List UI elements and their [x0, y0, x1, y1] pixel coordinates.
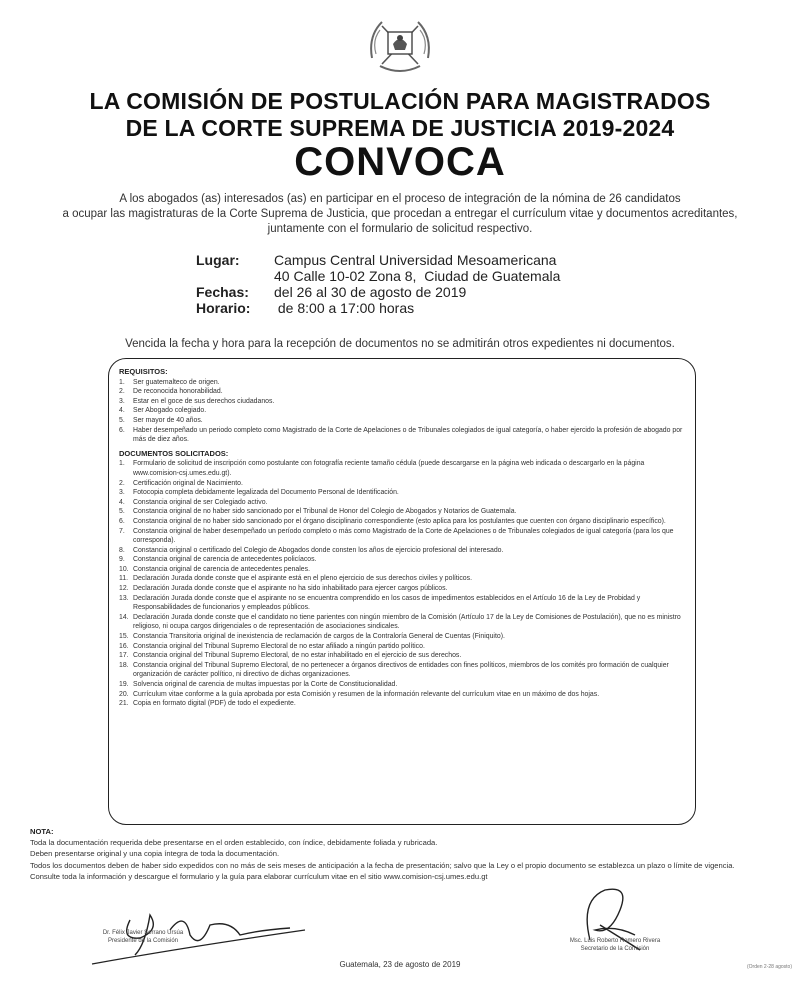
requisitos-title: REQUISITOS: — [119, 367, 168, 376]
item-text: Constancia original de carencia de antecedentes policíacos. — [133, 556, 317, 564]
item-text: Constancia original o certificado del Colegio de Abogados donde consten los años de ejercicio profesional del interesado. — [133, 546, 504, 554]
signature-left-caption — [88, 930, 198, 945]
nota-line: Toda la documentación requerida debe presentarse en el orden establecido, con índice, debidamente foliada y rubricada. — [30, 838, 438, 848]
list-item — [119, 555, 685, 565]
item-number: 7. — [119, 527, 125, 535]
item-number: 4. — [119, 407, 125, 415]
info-row-horario — [196, 300, 560, 316]
list-item — [119, 565, 685, 575]
requirements-box — [108, 358, 696, 825]
list-item — [119, 498, 685, 508]
item-number: 1. — [119, 460, 125, 468]
info-row-lugar — [196, 252, 560, 268]
info-label: Fechas: — [196, 284, 249, 300]
item-text: Declaración Jurada donde conste que el aspirante no ha sido inhabilitado para ejercer cargos públicos. — [133, 585, 448, 593]
item-number: 11. — [119, 575, 129, 583]
item-number: 6. — [119, 426, 125, 434]
item-text: Constancia original del Tribunal Supremo Electoral, de no estar inhabilitado en el ejercicio de sus derechos. — [133, 652, 462, 660]
info-value: Campus Central Universidad Mesoamericana — [274, 252, 557, 268]
documentos-title: DOCUMENTOS SOLICITADOS: — [119, 448, 229, 458]
item-number: 4. — [119, 498, 125, 506]
item-number: 17. — [119, 652, 129, 660]
nota-title: NOTA: — [30, 827, 54, 836]
nota-line: Deben presentarse original y una copia íntegra de toda la documentación. — [30, 849, 280, 859]
item-number: 1. — [119, 378, 125, 386]
list-item — [119, 527, 685, 546]
item-number: 3. — [119, 489, 125, 497]
header-convoca: CONVOCA — [294, 140, 506, 184]
list-item — [119, 426, 685, 445]
info-row-address — [196, 268, 560, 284]
signatory-name: Dr. Félix Javier Serrano Ursúa — [102, 930, 184, 936]
list-item — [119, 690, 685, 700]
info-label: Lugar: — [196, 252, 240, 268]
item-text: Declaración Jurada donde conste que el aspirante está en el pleno ejercicio de sus derechos civiles y políticos. — [133, 575, 472, 583]
item-number: 14. — [119, 613, 129, 621]
item-text: Formulario de solicitud de inscripción como postulante con fotografía reciente tamaño cédula (puede descargarse en la página web indicada o descargarlo en la página www.comision-csj.umes.edu.gt). — [133, 460, 645, 477]
list-item — [119, 632, 685, 642]
list-item — [119, 387, 685, 397]
item-text: Ser Abogado colegiado. — [133, 407, 207, 415]
nota-section — [30, 826, 790, 882]
info-value: de 8:00 a 17:00 horas — [274, 300, 415, 316]
item-number: 6. — [119, 517, 125, 525]
item-text: Constancia original de ser Colegiado activo. — [133, 498, 268, 506]
list-item — [119, 680, 685, 690]
item-text: Estar en el goce de sus derechos ciudadanos. — [133, 397, 275, 405]
requisitos-list — [119, 378, 685, 445]
item-number: 13. — [119, 594, 129, 602]
place-date: Guatemala, 23 de agosto de 2019 — [339, 960, 461, 969]
item-number: 5. — [119, 416, 125, 424]
list-item — [119, 397, 685, 407]
info-value: del 26 al 30 de agosto de 2019 — [274, 284, 467, 300]
item-text: Solvencia original de carencia de multas impuestas por la Corte de Constitucionalidad. — [133, 681, 398, 688]
item-text: Ser mayor de 40 años. — [133, 416, 203, 424]
signatory-title: Presidente de la Comisión — [107, 937, 179, 944]
list-item — [119, 479, 685, 489]
item-text: Declaración Jurada donde conste que el candidato no tiene parientes con ningún miembro de la Comisión (Artículo 17 de la Ley de Comisiones de Postulación), que no es ministro religioso, ni ocupa cargos dirigenciales o de representación de asociaciones sindicales. — [133, 613, 681, 631]
list-item — [119, 488, 685, 498]
item-text: Currículum vitae conforme a la guía aprobada por esta Comisión y resumen de la información relevante del currículum vitae en un máximo de dos hojas. — [133, 690, 600, 698]
item-text: Constancia original de haber desempeñado un período completo o más como Magistrado de la Corte de Apelaciones o de Tribunales colegiados de igual categoría (para los que corresponda). — [133, 527, 674, 545]
list-item — [119, 699, 685, 709]
list-item — [119, 642, 685, 652]
item-number: 9. — [119, 556, 125, 564]
item-text: De reconocida honorabilidad. — [133, 388, 223, 396]
list-item — [119, 661, 685, 680]
item-number: 21. — [119, 700, 129, 708]
info-label: Horario: — [196, 300, 251, 316]
item-text: Constancia original del Tribunal Supremo Electoral, de no pertenecer a órganos directivos de entidades con fines políticos, miembros de los comités pro formación de cualquier organización de carácter político, ni directivo de dichas organizaciones. — [133, 661, 669, 679]
item-text: Constancia original de carencia de antecedentes penales. — [133, 565, 310, 573]
coat-of-arms-icon — [366, 14, 434, 76]
info-label — [196, 268, 274, 284]
info-row-fechas — [196, 284, 560, 300]
item-number: 12. — [119, 585, 129, 593]
item-number: 16. — [119, 642, 129, 650]
list-item — [119, 517, 685, 527]
list-item — [119, 594, 685, 613]
reference-code: (Orden 2-28 agosto) — [746, 964, 792, 970]
item-number: 20. — [119, 690, 129, 698]
list-item — [119, 613, 685, 632]
signature-right-caption — [560, 938, 670, 953]
item-text: Fotocopia completa debidamente legalizada del Documento Personal de Identificación. — [133, 489, 399, 497]
item-number: 15. — [119, 633, 129, 641]
item-number: 5. — [119, 508, 125, 516]
list-item — [119, 546, 685, 556]
item-number: 3. — [119, 397, 125, 405]
item-text: Ser guatemalteco de origen. — [133, 378, 220, 386]
item-number: 8. — [119, 546, 125, 554]
item-text: Certificación original de Nacimiento. — [133, 479, 243, 487]
header-line-1: LA COMISIÓN DE POSTULACIÓN PARA MAGISTRADOS — [89, 88, 711, 114]
item-number: 18. — [119, 661, 129, 669]
item-text: Declaración Jurada donde conste que el aspirante no se encuentra comprendido en los casos de impedimentos establecidos en el Artículo 16 de la Ley de Probidad y Responsabilidades de funcionarios y empleados públicos. — [133, 594, 641, 612]
nota-line: Todos los documentos deben de haber sido expedidos con no más de seis meses de anticipación a la fecha de presentación; salvo que la Ley o el propio documento se establezca un plazo o límite de vigencia. — [30, 860, 735, 870]
item-text: Constancia original del Tribunal Supremo Electoral de no estar afiliado a ningún partido político. — [133, 642, 425, 650]
event-info — [196, 252, 560, 316]
item-text: Haber desempeñado un periodo completo como Magistrado de la Corte de Apelaciones o de Tribunales colegiados de igual categoría, o haber ejercido la profesión de abogado por más de diez años. — [133, 426, 683, 444]
list-item — [119, 507, 685, 517]
item-text: Constancia Transitoria original de inexistencia de reclamación de cargos de la Contraloría General de Cuentas (Finiquito). — [133, 633, 505, 641]
nota-line: Consulte toda la información y descargue el formulario y la guía para elaborar currículum vitae en el sitio www.comision-csj.umes.edu.gt — [30, 871, 488, 881]
deadline-note: Vencida la fecha y hora para la recepción de documentos no se admitirán otros expedientes ni documentos. — [125, 338, 675, 350]
intro-line: a ocupar las magistraturas de la Corte Suprema de Justicia, que procedan a entregar el currículum vitae y documentos acreditantes, — [62, 208, 738, 220]
list-item — [119, 406, 685, 416]
item-text: Constancia original de no haber sido sancionado por el órgano disciplinario correspondiente (esto aplica para los postulantes que cuenten con órgano disciplinario específico). — [133, 517, 666, 525]
list-item — [119, 584, 685, 594]
header-line-2: DE LA CORTE SUPREMA DE JUSTICIA 2019-2024 — [125, 115, 675, 141]
item-text: Constancia original de no haber sido sancionado por el Tribunal de Honor del Colegio de Abogados y Notarios de Guatemala. — [133, 508, 517, 516]
signatory-title: Secretario de la Comisión — [580, 945, 650, 952]
intro-paragraph — [40, 192, 760, 237]
info-value: 40 Calle 10-02 Zona 8, Ciudad de Guatemala — [274, 268, 561, 284]
item-number: 19. — [119, 681, 129, 688]
item-number: 10. — [119, 565, 129, 573]
documentos-list — [119, 459, 685, 708]
list-item — [119, 459, 685, 478]
list-item — [119, 378, 685, 388]
list-item — [119, 651, 685, 661]
signatory-name: Msc. Luis Roberto Romero Rivera — [569, 938, 661, 944]
list-item — [119, 416, 685, 426]
item-number: 2. — [119, 388, 125, 396]
intro-line: juntamente con el formulario de solicitud respectivo. — [267, 223, 533, 235]
item-number: 2. — [119, 479, 125, 487]
intro-line: A los abogados (as) interesados (as) en participar en el proceso de integración de la nómina de 26 candidatos — [119, 193, 681, 205]
item-text: Copia en formato digital (PDF) de todo el expediente. — [133, 700, 296, 708]
list-item — [119, 574, 685, 584]
